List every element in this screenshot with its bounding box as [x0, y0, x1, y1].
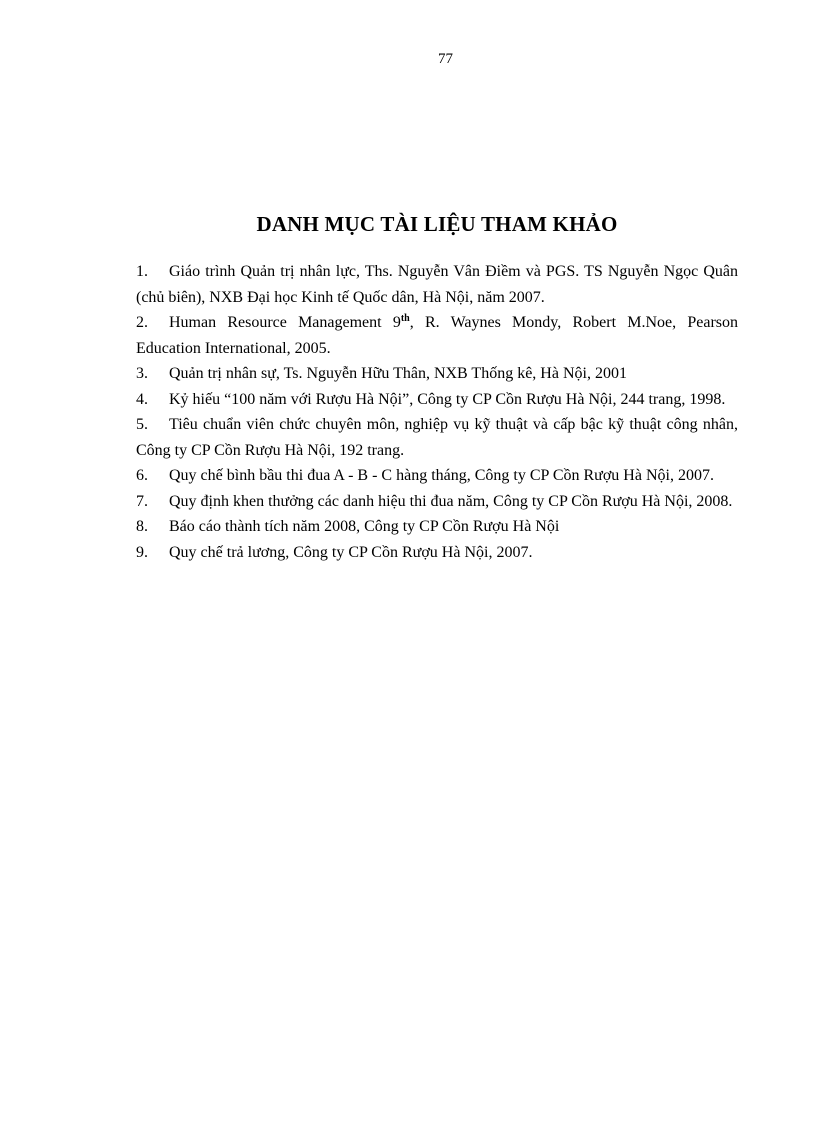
reference-number: 5. [136, 416, 148, 433]
reference-number: 9. [136, 543, 148, 561]
reference-number: 7. [136, 492, 148, 510]
reference-number: 6. [136, 467, 148, 484]
reference-text: Quản trị nhân sự, Ts. Nguyễn Hữu Thân, NXB Thống kê, Hà Nội, 2001 [169, 365, 627, 382]
reference-text: Tiêu chuẩn viên chức chuyên môn, nghiệp vụ kỹ thuật và cấp bậc kỹ thuật công nhân, Công ty CP Cồn Rượu Hà Nội, 192 trang. [136, 416, 738, 459]
reference-item [136, 489, 738, 515]
reference-text: Human Resource Management 9 [169, 314, 401, 331]
reference-text: Quy định khen thưởng các danh hiệu thi đua năm, Công ty CP Cồn Rượu Hà Nội, 2008. [169, 492, 733, 510]
reference-text-continued: , R. Waynes Mondy, Robert M.Noe, Pearson Education International, 2005. [136, 314, 739, 357]
reference-text: Quy chế bình bầu thi đua A - B - C hàng tháng, Công ty CP Cồn Rượu Hà Nội, 2007. [169, 467, 714, 484]
page-title: DANH MỤC TÀI LIỆU THAM KHẢO [256, 212, 618, 236]
reference-item [136, 514, 738, 540]
reference-number: 4. [136, 390, 148, 408]
reference-list [136, 259, 738, 565]
reference-item [136, 540, 738, 566]
reference-text: Quy chế trả lương, Công ty CP Cồn Rượu Hà Nội, 2007. [169, 543, 533, 561]
reference-text: Kỷ hiếu “100 năm với Rượu Hà Nội”, Công ty CP Cồn Rượu Hà Nội, 244 trang, 1998. [169, 390, 726, 408]
page-number: 77 [438, 51, 453, 67]
reference-item [136, 310, 738, 361]
reference-item [136, 361, 738, 387]
reference-text: Giáo trình Quản trị nhân lực, Ths. Nguyễn Vân Điềm và PGS. TS Nguyễn Ngọc Quân (chủ biên), NXB Đại học Kinh tế Quốc dân, Hà Nội, năm 2007. [136, 263, 738, 306]
reference-number: 1. [136, 263, 148, 280]
reference-item [136, 259, 738, 310]
reference-number: 8. [136, 518, 148, 535]
reference-text: Báo cáo thành tích năm 2008, Công ty CP Cồn Rượu Hà Nội [169, 518, 560, 535]
reference-item [136, 387, 738, 413]
reference-item [136, 412, 738, 463]
reference-number: 2. [136, 314, 148, 331]
reference-number: 3. [136, 365, 148, 382]
reference-superscript: th [400, 313, 410, 324]
reference-item [136, 463, 738, 489]
